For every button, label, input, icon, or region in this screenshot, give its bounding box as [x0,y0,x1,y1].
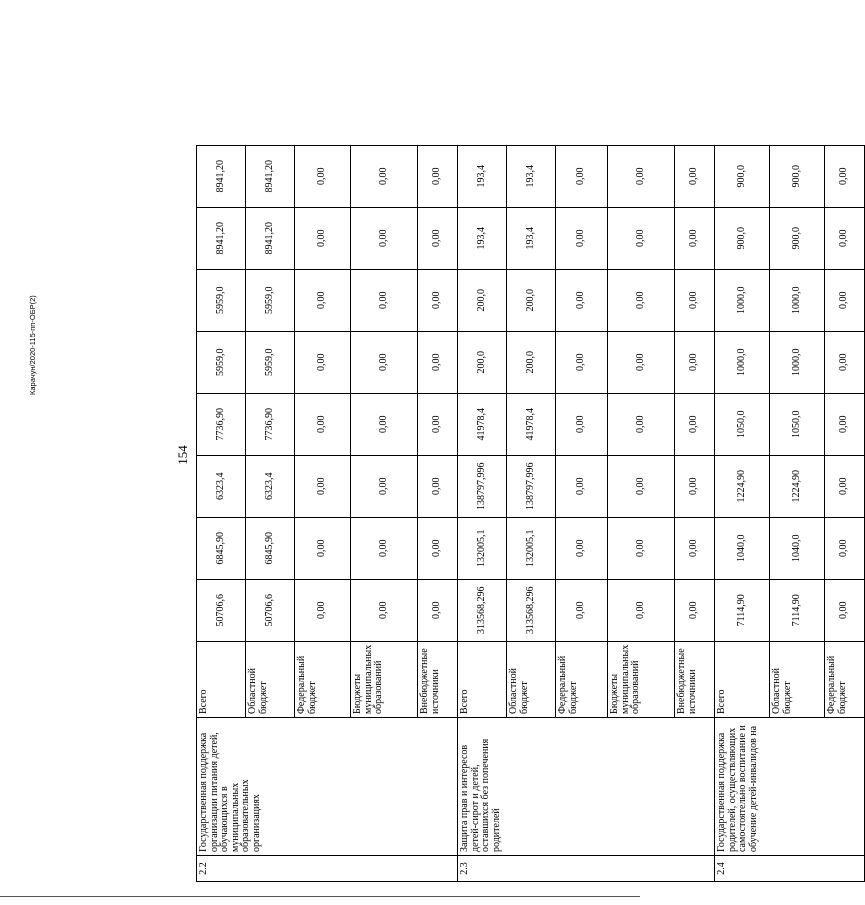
value-cell: 200,0 [458,269,507,331]
value-cell: 132005,1 [507,517,556,579]
value-cell: 132005,1 [458,517,507,579]
table-body [197,145,865,881]
value-cell: 1040,0 [770,517,825,579]
value-cell: 0,00 [418,579,458,641]
value-cell: 6845,90 [197,517,246,579]
funding-source-cell: Всего [715,641,770,717]
table-row [197,145,246,881]
value-cell: 0,00 [351,207,418,269]
value-cell: 7736,90 [197,393,246,455]
value-cell: 0,00 [675,145,715,207]
row-index-cell: 2.2 [197,856,458,882]
value-cell: 0,00 [825,207,865,269]
funding-source-cell: Федеральный бюджет [556,641,608,717]
funding-source-cell: Внебюджетные источники [675,641,715,717]
value-cell: 0,00 [608,579,675,641]
funding-source-cell: Федеральный бюджет [295,641,351,717]
value-cell: 50706,6 [246,579,295,641]
value-cell: 0,00 [295,145,351,207]
value-cell: 0,00 [675,331,715,393]
value-cell: 0,00 [675,269,715,331]
value-cell: 0,00 [556,269,608,331]
measure-title-cell: Защита прав и интересов детей-сирот и детей, оставшихся без попечения родителей [458,718,715,856]
value-cell: 0,00 [418,331,458,393]
value-cell: 0,00 [675,393,715,455]
value-cell: 0,00 [418,269,458,331]
value-cell: 0,00 [418,455,458,517]
value-cell: 1050,0 [715,393,770,455]
value-cell: 0,00 [825,393,865,455]
value-cell: 193,4 [507,207,556,269]
value-cell: 0,00 [675,455,715,517]
value-cell: 193,4 [458,207,507,269]
value-cell: 200,0 [458,331,507,393]
value-cell: 0,00 [608,393,675,455]
value-cell: 7114,90 [715,579,770,641]
value-cell: 313568,296 [507,579,556,641]
value-cell: 0,00 [418,207,458,269]
value-cell: 8941,20 [246,145,295,207]
value-cell: 0,00 [825,579,865,641]
funding-source-cell: Областной бюджет [246,641,295,717]
value-cell: 1000,0 [770,331,825,393]
value-cell: 138797,996 [458,455,507,517]
value-cell: 0,00 [351,579,418,641]
value-cell: 1000,0 [770,269,825,331]
value-cell: 0,00 [608,331,675,393]
value-cell: 200,0 [507,269,556,331]
value-cell: 0,00 [295,393,351,455]
budget-table [196,145,865,882]
value-cell: 0,00 [418,517,458,579]
measure-title-cell: Государственная поддержка организации питания детей, обучающихся в муниципальных образовательных организациях [197,718,458,856]
funding-source-cell: Внебюджетные источники [418,641,458,717]
value-cell: 193,4 [458,145,507,207]
funding-source-cell: Бюджеты муниципальных образований [351,641,418,717]
value-cell: 0,00 [608,269,675,331]
value-cell: 0,00 [675,207,715,269]
value-cell: 0,00 [825,145,865,207]
value-cell: 0,00 [556,579,608,641]
funding-source-cell: Областной бюджет [770,641,825,717]
funding-source-cell: Всего [197,641,246,717]
value-cell: 0,00 [675,517,715,579]
value-cell: 900,0 [715,207,770,269]
value-cell: 0,00 [608,145,675,207]
value-cell: 0,00 [295,331,351,393]
page-edge-line [0,896,640,897]
funding-source-cell: Областной бюджет [507,641,556,717]
value-cell: 50706,6 [197,579,246,641]
table-row [458,145,507,881]
value-cell: 8941,20 [197,145,246,207]
measure-title-cell: Государственная поддержка родителей, осуществляющих самостоятельно воспитание и обучение детей-инвалидов на [715,718,865,856]
table-row [715,145,770,881]
value-cell: 0,00 [825,455,865,517]
value-cell: 6323,4 [197,455,246,517]
value-cell: 193,4 [507,145,556,207]
funding-source-cell: Бюджеты муниципальных образований [608,641,675,717]
value-cell: 0,00 [556,455,608,517]
value-cell: 0,00 [351,517,418,579]
value-cell: 0,00 [351,455,418,517]
value-cell: 5959,0 [197,331,246,393]
value-cell: 0,00 [295,517,351,579]
value-cell: 1040,0 [715,517,770,579]
value-cell: 0,00 [351,331,418,393]
value-cell: 0,00 [825,269,865,331]
value-cell: 900,0 [770,207,825,269]
value-cell: 6845,90 [246,517,295,579]
row-index-cell: 2.4 [715,856,865,882]
value-cell: 1224,90 [770,455,825,517]
value-cell: 7736,90 [246,393,295,455]
value-cell: 41978,4 [458,393,507,455]
value-cell: 1050,0 [770,393,825,455]
row-index-cell: 2.3 [458,856,715,882]
value-cell: 313568,296 [458,579,507,641]
value-cell: 0,00 [608,207,675,269]
value-cell: 5959,0 [197,269,246,331]
value-cell: 0,00 [556,145,608,207]
value-cell: 1000,0 [715,331,770,393]
value-cell: 0,00 [295,269,351,331]
value-cell: 0,00 [608,517,675,579]
value-cell: 138797,996 [507,455,556,517]
value-cell: 5959,0 [246,269,295,331]
value-cell: 0,00 [351,393,418,455]
value-cell: 0,00 [556,517,608,579]
value-cell: 0,00 [418,145,458,207]
value-cell: 0,00 [556,207,608,269]
value-cell: 0,00 [675,579,715,641]
value-cell: 41978,4 [507,393,556,455]
value-cell: 0,00 [295,455,351,517]
value-cell: 900,0 [770,145,825,207]
value-cell: 8941,20 [246,207,295,269]
value-cell: 900,0 [715,145,770,207]
value-cell: 0,00 [556,331,608,393]
page-number: 154 [175,445,190,465]
value-cell: 0,00 [418,393,458,455]
funding-source-cell: Федеральный бюджет [825,641,865,717]
value-cell: 0,00 [608,455,675,517]
value-cell: 0,00 [825,331,865,393]
value-cell: 200,0 [507,331,556,393]
value-cell: 5959,0 [246,331,295,393]
value-cell: 0,00 [825,517,865,579]
value-cell: 1000,0 [715,269,770,331]
value-cell: 0,00 [351,145,418,207]
value-cell: 1224,90 [715,455,770,517]
value-cell: 8941,20 [197,207,246,269]
value-cell: 7114,90 [770,579,825,641]
value-cell: 6323,4 [246,455,295,517]
funding-source-cell: Всего [458,641,507,717]
value-cell: 0,00 [295,207,351,269]
value-cell: 0,00 [351,269,418,331]
document-code: Карачун/2020-115-пп-ОБР(2) [28,295,37,395]
value-cell: 0,00 [295,579,351,641]
value-cell: 0,00 [556,393,608,455]
